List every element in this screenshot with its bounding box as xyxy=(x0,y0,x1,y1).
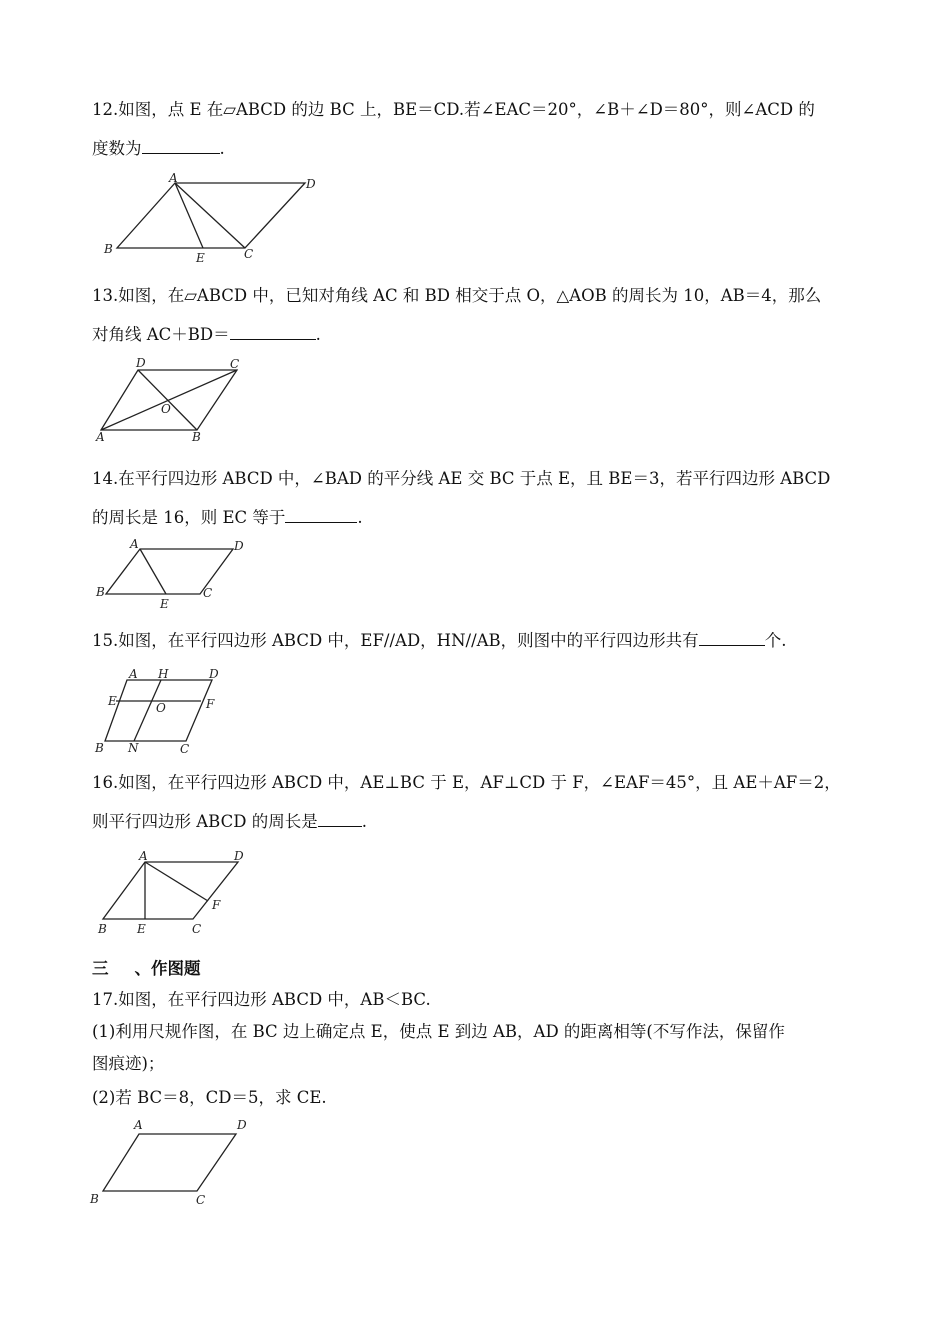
q12-line2-prefix: 度数为 xyxy=(92,139,142,158)
q15-label-d: D xyxy=(209,667,219,681)
section-number: 三 xyxy=(92,959,109,978)
q16-line2-prefix: 则平行四边形 ABCD 的周长是 xyxy=(92,812,318,831)
q12-label-d: D xyxy=(306,177,316,191)
q13-label-o: O xyxy=(161,402,171,416)
q14-line1: 14.在平行四边形 ABCD 中，∠BAD 的平分线 AE 交 BC 于点 E，且 BE＝3，若平行四边形 ABCD xyxy=(92,469,831,488)
q17-label-c: C xyxy=(196,1193,206,1207)
q16-label-e: E xyxy=(137,922,146,936)
q12-line1: 12.如图，点 E 在▱ABCD 的边 BC 上，BE＝CD.若∠EAC＝20°，∠B＋∠D＝80°，则∠ACD 的 xyxy=(92,100,815,119)
q17-line3: 图痕迹)； xyxy=(92,1054,165,1073)
q17-label-d: D xyxy=(237,1118,247,1132)
q15-label-c: C xyxy=(180,742,190,756)
q15-label-h: H xyxy=(158,667,169,681)
q16-label-f: F xyxy=(212,898,221,912)
q16-line1: 16.如图，在平行四边形 ABCD 中，AE⊥BC 于 E，AF⊥CD 于 F，∠EAF＝45°，且 AE＋AF＝2， xyxy=(92,773,841,792)
q12-line2-suffix: . xyxy=(219,139,225,158)
q16-line2-suffix: . xyxy=(361,812,367,831)
q14-label-b: B xyxy=(96,585,105,599)
q13-label-a: A xyxy=(96,430,105,444)
q15-label-b: B xyxy=(95,741,104,755)
q13-label-c: C xyxy=(230,357,240,371)
q14-line2-prefix: 的周长是 16，则 EC 等于 xyxy=(92,508,286,527)
q13-label-b: B xyxy=(192,430,201,444)
q14-label-c: C xyxy=(203,586,213,600)
q15-label-o: O xyxy=(156,701,166,715)
q14-line2-suffix: . xyxy=(357,508,363,527)
q12-label-b: B xyxy=(104,242,113,256)
section-title: 、作图题 xyxy=(134,959,201,978)
q12-label-a: A xyxy=(169,171,178,185)
q14-label-d: D xyxy=(234,539,244,553)
q13-label-d: D xyxy=(136,356,146,370)
q13-line2-prefix: 对角线 AC＋BD＝ xyxy=(92,325,230,344)
q17-label-b: B xyxy=(90,1192,99,1206)
q14-label-a: A xyxy=(130,537,139,551)
q13-line1: 13.如图，在▱ABCD 中，已知对角线 AC 和 BD 相交于点 O，△AOB 的周长为 10，AB＝4，那么 xyxy=(92,286,822,305)
q15-label-e: E xyxy=(108,694,117,708)
q14-label-e: E xyxy=(160,597,169,611)
q15-line1-prefix: 15.如图，在平行四边形 ABCD 中，EF//AD，HN//AB，则图中的平行四边形共有 xyxy=(92,631,699,650)
q17-line1: 17.如图，在平行四边形 ABCD 中，AB＜BC. xyxy=(92,990,431,1009)
q16-label-d: D xyxy=(234,849,244,863)
q16-label-b: B xyxy=(98,922,107,936)
q17-line2: (1)利用尺规作图，在 BC 边上确定点 E，使点 E 到边 AB，AD 的距离相等(不写作法，保留作 xyxy=(92,1022,785,1041)
q16-label-a: A xyxy=(139,849,148,863)
q15-line1-suffix: 个. xyxy=(764,631,787,650)
q17-label-a: A xyxy=(134,1118,143,1132)
q15-label-n: N xyxy=(128,741,139,755)
q12-label-c: C xyxy=(244,247,254,261)
q17-parallelogram xyxy=(103,1134,236,1191)
q15-label-a: A xyxy=(129,667,138,681)
q16-label-c: C xyxy=(192,922,202,936)
q17-line4: (2)若 BC＝8，CD＝5，求 CE. xyxy=(92,1088,327,1107)
q12-label-e: E xyxy=(196,251,205,265)
q13-line2-suffix: . xyxy=(315,325,321,344)
q15-label-f: F xyxy=(206,697,215,711)
